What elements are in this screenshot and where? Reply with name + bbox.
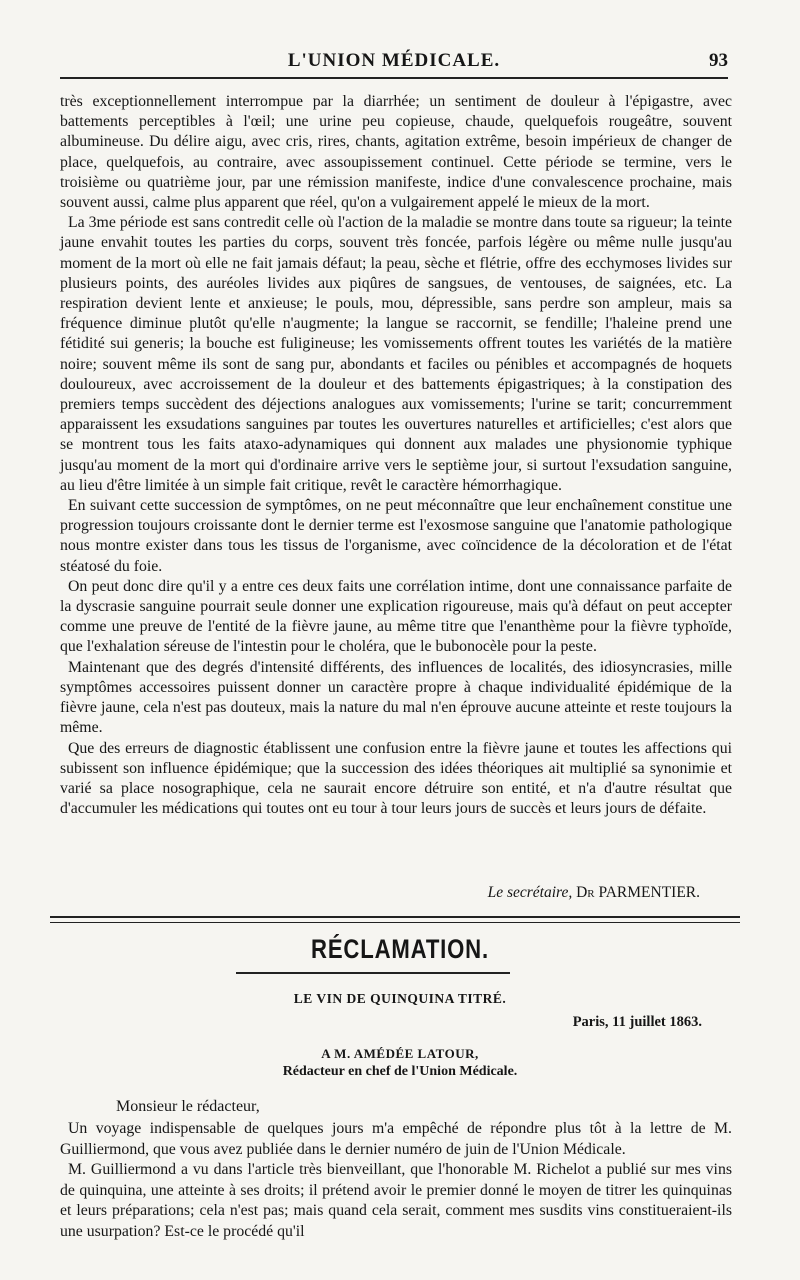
article-paragraph: La 3me période est sans contredit celle où l'action de la maladie se montre dans toute sa rigueur; la teinte jaune envahit toutes les parties du corps, souvent très foncée, parfois légère ou même nulle jusqu'au moment de la mort où elle ne fait jamais défaut; la peau, sèche et flétrie, offre des ecchymoses livides sur plusieurs points, des auréoles livides aux piqûres de sangsues, de ventouses, de saignées, etc. La respiration devient lente et anxieuse; le pouls, mou, dépressible, sans perdre son ampleur, mais sa fréquence diminue plutôt qu'elle n'augmente; la langue se raccornit, se fendille; l'haleine prend une fétidité sui generis; la bouche est fuligineuse; les vomissements offrent toutes les variétés de la matière noire; souvent même ils sont de sang pur, abondants et faciles ou pénibles et accompagnés de hoquets douloureux, avec accroissement de la douleur et des battements épigastriques; à la constipation des premiers temps succèdent des déjections analogues aux vomissements; l'urine se tarit; concurremment apparaissent les exsudations sanguines par toutes les ouvertures naturelles et artificielles; c'est alors que se montrent tous les faits ataxo-adynamiques qui donnent aux malades une physionomie typhique jusqu'au moment de la mort qui d'ordinaire arrive vers le septième jour, si surtout l'exsudation sanguine, au lieu d'être limitée à un simple fait critique, revêt le caractère hémorrhagique. [60,214,732,494]
article-paragraph: On peut donc dire qu'il y a entre ces deux faits une corrélation intime, dont une connaissance parfaite de la dyscrasie sanguine pourrait seule donner une explication rigoureuse, mais qu'à défaut on peut accepter comme une preuve de l'entité de la fièvre jaune, au même titre que l'enanthème pour la fièvre typhoïde, que l'exhalation séreuse de l'intestin pour le choléra, que le bubonocèle pour la peste. [60,577,732,656]
letter-paragraph: Un voyage indispensable de quelques jours m'a empêché de répondre plus tôt à la lettre de M. Guilliermond, que vous avez publiée dans le dernier numéro de juin de l'Union Médicale. [60,1120,732,1158]
title-underline [236,972,510,974]
letter-addressee: A M. AMÉDÉE LATOUR, [321,1046,479,1061]
running-head [60,50,728,72]
signature-role: Le secrétaire, [487,884,573,901]
header-rule [60,77,728,79]
article-paragraph: Que des erreurs de diagnostic établissent une confusion entre la fièvre jaune et toutes les affections qui subissent son influence épidémique; que la succession des idées théoriques ait multiplié sa synonimie et varié sa place nosographique, cela ne saurait encore détruire son entité, et n'a d'autre résultat que d'accumuler les médications qui toutes ont eu tour à tour leurs jours de succès et leurs jours de défaite. [60,739,732,818]
letter-dateline: Paris, 11 juillet 1863. [572,1014,702,1030]
article-body [60,92,732,819]
article-paragraph: Maintenant que des degrés d'intensité différents, des influences de localités, des idiosyncrasies, mille symptômes accessoires puissent donner un caractère propre à chaque individualité épidémique de la fièvre jaune, cela n'est pas douteux, mais la nature du mal n'en éprouve aucune atteinte et reste toujours la même. [60,658,732,737]
article-paragraph: très exceptionnellement interrompue par la diarrhée; un sentiment de douleur à l'épigastre, avec battements perceptibles à l'œil; une urine peu copieuse, chaude, quelquefois rougeâtre, souvent albumineuse. Du délire aigu, avec cris, rires, chants, agitation extrême, besoin impérieux de changer de place, quelquefois, au contraire, avec assoupissement continuel. Cette période se termine, vers le troisième ou quatrième jour, par une rémission manifeste, indice d'une convalescence prochaine, mais souvent aussi, calme plus apparent que réel, qu'on a vulgairement appelé le mieux de la mort. [60,93,732,212]
article-paragraph: En suivant cette succession de symptômes, on ne peut méconnaître que leur enchaînement constitue une progression toujours croissante dont le dernier terme est l'exosmose sanguine que l'anatomie pathologique nous montre exister dans tous les tissus de l'organisme, avec coïncidence de la décoloration et de l'état stéatosé du foie. [60,497,732,575]
letter-paragraph: M. Guilliermond a vu dans l'article très bienveillant, que l'honorable M. Richelot a publié sur mes vins de quinquina, une atteinte à ses droits; il prétend avoir le premier donné le moyen de titrer les quinquinas et leurs préparations; cela n'est pas; mais quand cela serait, comment mes susdits vins constitueraient-ils une usurpation? Est-ce le procédé qu'il [60,1161,732,1240]
letter-salutation: Monsieur le rédacteur, [116,1098,260,1115]
signature [488,884,700,902]
section-divider [50,916,740,923]
letter-body [60,1119,732,1242]
addressee-role: Rédacteur en chef de l'Union Médicale. [282,1064,518,1079]
journal-title: L'UNION MÉDICALE. [287,50,501,71]
signature-name: Dr PARMENTIER. [576,884,700,901]
page-number: 93 [709,50,728,71]
section-title: RÉCLAMATION. [311,934,489,964]
section-subtitle: LE VIN DE QUINQUINA TITRÉ. [293,991,507,1006]
